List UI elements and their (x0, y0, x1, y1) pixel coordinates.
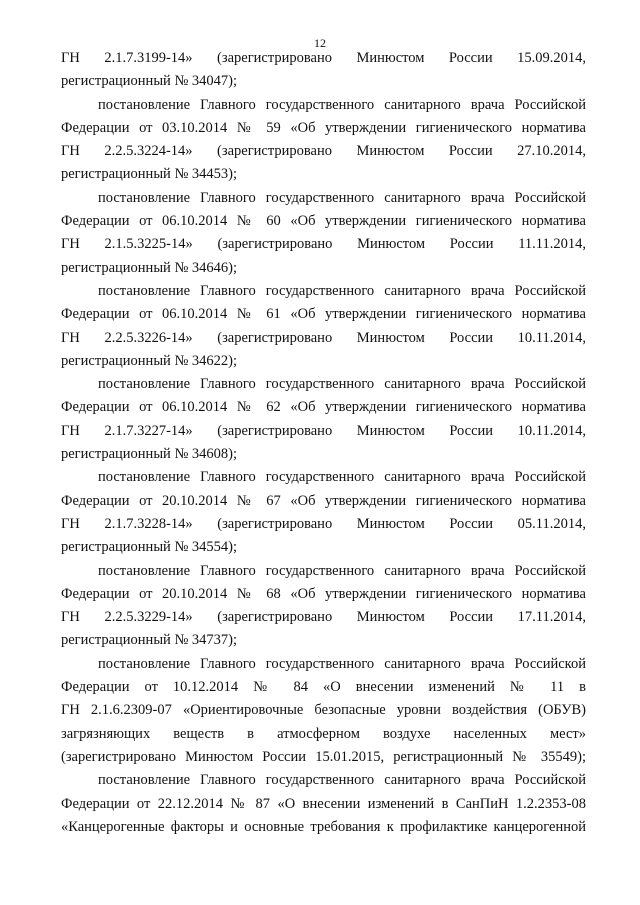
document-body (61, 47, 586, 839)
text-line: ГН 2.2.5.3229-14» (зарегистрировано Минюстом России 17.11.2014, (61, 609, 586, 626)
paragraph-start-line: постановление Главного государственного санитарного врача Российской (98, 189, 586, 206)
text-line: ГН 2.2.5.3226-14» (зарегистрировано Минюстом России 10.11.2014, (61, 329, 586, 346)
paragraph-start-line: постановление Главного государственного санитарного врача Российской (98, 96, 586, 113)
paragraph-start-line: постановление Главного государственного санитарного врача Российской (98, 469, 586, 486)
text-line: Федерации от 10.12.2014 № 84 «О внесении изменений № 11 в (61, 679, 586, 696)
text-line: «Канцерогенные факторы и основные требования к профилактике канцерогенной (61, 818, 586, 835)
paragraph-start-line: постановление Главного государственного санитарного врача Российской (98, 772, 586, 789)
text-line: регистрационный № 34608); (61, 446, 238, 463)
text-line: регистрационный № 34047); (61, 73, 238, 90)
paragraph-start-line: постановление Главного государственного санитарного врача Российской (98, 562, 586, 579)
text-line: регистрационный № 34554); (61, 539, 238, 556)
text-line: регистрационный № 34622); (61, 352, 238, 369)
text-line: ГН 2.1.5.3225-14» (зарегистрировано Минюстом России 11.11.2014, (61, 236, 586, 253)
paragraph-start-line: постановление Главного государственного санитарного врача Российской (98, 376, 586, 393)
text-line: (зарегистрировано Минюстом России 15.01.2015, регистрационный № 35549); (61, 748, 586, 765)
text-line: ГН 2.1.7.3199-14» (зарегистрировано Минюстом России 15.09.2014, (61, 50, 586, 66)
text-line: Федерации от 03.10.2014 № 59 «Об утверждении гигиенического норматива (61, 119, 586, 136)
text-line: Федерации от 20.10.2014 № 67 «Об утверждении гигиенического норматива (61, 492, 586, 509)
text-line: Федерации от 06.10.2014 № 60 «Об утверждении гигиенического норматива (61, 213, 586, 230)
text-line: ГН 2.2.5.3224-14» (зарегистрировано Минюстом России 27.10.2014, (61, 143, 586, 160)
text-line: регистрационный № 34646); (61, 259, 238, 276)
text-line: ГН 2.1.6.2309-07 «Ориентировочные безопасные уровни воздействия (ОБУВ) (61, 702, 586, 719)
text-line: Федерации от 06.10.2014 № 61 «Об утверждении гигиенического норматива (61, 306, 586, 323)
text-line: Федерации от 06.10.2014 № 62 «Об утверждении гигиенического норматива (61, 399, 586, 416)
page-number: 12 (314, 36, 326, 50)
text-line: регистрационный № 34737); (61, 632, 238, 649)
text-line: регистрационный № 34453); (61, 166, 238, 183)
paragraph-start-line: постановление Главного государственного санитарного врача Российской (98, 655, 586, 672)
text-line: загрязняющих веществ в атмосферном воздухе населенных мест» (61, 725, 586, 742)
paragraph-start-line: постановление Главного государственного санитарного врача Российской (98, 282, 586, 299)
text-line: ГН 2.1.7.3228-14» (зарегистрировано Минюстом России 05.11.2014, (61, 515, 586, 532)
text-line: Федерации от 22.12.2014 № 87 «О внесении изменений в СанПиН 1.2.2353-08 (61, 795, 586, 812)
text-line: Федерации от 20.10.2014 № 68 «Об утверждении гигиенического норматива (61, 585, 586, 602)
text-line: ГН 2.1.7.3227-14» (зарегистрировано Минюстом России 10.11.2014, (61, 422, 586, 439)
